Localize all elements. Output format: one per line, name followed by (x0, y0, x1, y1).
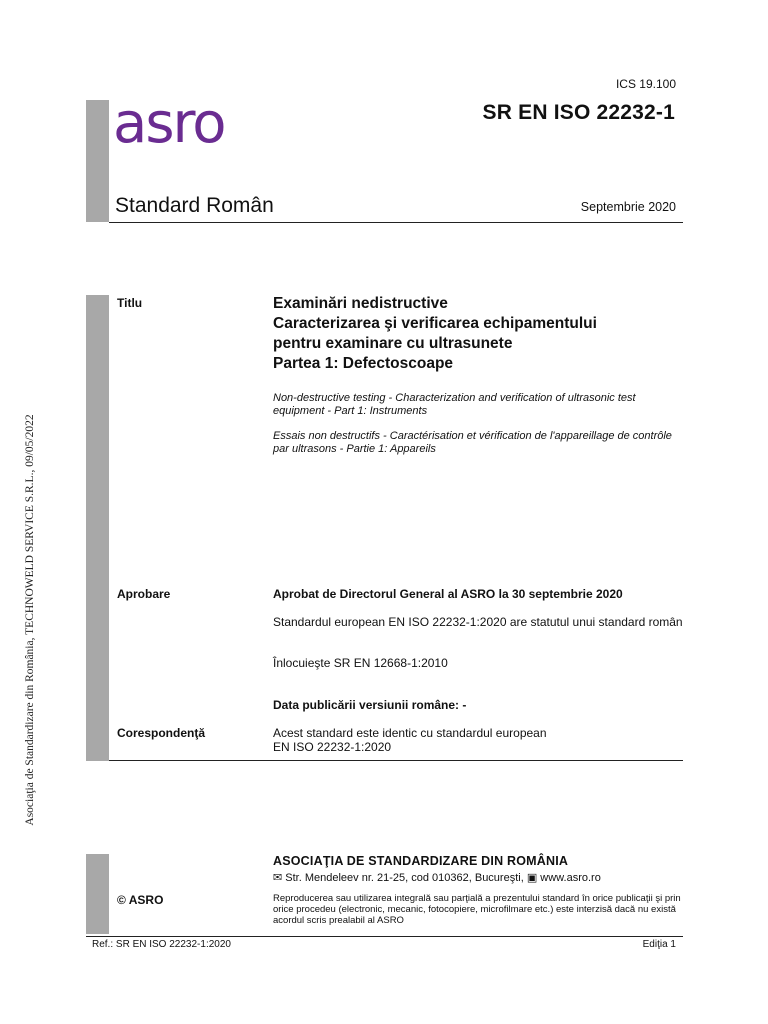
edition: Ediţia 1 (642, 939, 676, 950)
content-divider (109, 760, 683, 761)
standard-code: SR EN ISO 22232-1 (482, 101, 675, 124)
standard-type: Standard Român (115, 194, 274, 217)
reference: Ref.: SR EN ISO 22232-1:2020 (92, 939, 231, 950)
website-link[interactable]: www.asro.ro (540, 872, 601, 884)
title-line-3: pentru examinare cu ultrasunete (273, 335, 513, 352)
organization-name: ASOCIAŢIA DE STANDARDIZARE DIN ROMÂNIA (273, 854, 569, 868)
header-gray-bar (86, 100, 109, 222)
watermark-text: Asociaţia de Standardizare din România, TECHNOWELD SERVICE S.R.L., 09/05/2022 (24, 414, 36, 826)
mail-icon: ✉ (273, 872, 283, 884)
footer-gray-bar (86, 854, 109, 934)
title-line-1: Examinări nedistructive (273, 295, 448, 312)
publication-month: Septembrie 2020 (580, 200, 676, 214)
copyright-label: © ASRO (117, 893, 164, 907)
romanian-title (273, 294, 673, 374)
title-line-4: Partea 1: Defectoscoape (273, 355, 454, 372)
ics-code: ICS 19.100 (615, 77, 676, 91)
address: Str. Mendeleev nr. 21-25, cod 010362, Bucureşti, (285, 872, 524, 884)
logo-text: asro (113, 98, 225, 150)
french-title: Essais non destructifs - Caractérisation et vérification de l'appareillage de contrôle par ultrasons - Partie 1: Appareils (273, 430, 672, 455)
correspondence-label: Corespondenţă (117, 726, 206, 740)
publication-date-romanian: Data publicării versiunii române: - (273, 698, 467, 712)
approval-label: Aprobare (117, 587, 171, 601)
title-line-2: Caracterizarea şi verificarea echipamentului (273, 315, 597, 332)
english-title: Non-destructive testing - Characterization and verification of ultrasonic test equipment - Part 1: Instruments (273, 392, 636, 417)
web-icon: ▣ (526, 872, 538, 884)
reproduction-notice: Reproducerea sau utilizarea integrală sau parţială a prezentului standard în orice publicaţii şi prin orice procedeu (electronic, mecanic, fotocopiere, microfilmare etc.) este interzisă dacă nu există acordul scris prealabil al ASRO (273, 893, 681, 926)
european-status: Standardul european EN ISO 22232-1:2020 are statutul unui standard român (273, 615, 683, 629)
header-divider (109, 222, 683, 223)
correspondence-line-2: EN ISO 22232-1:2020 (273, 740, 392, 754)
replaces-standard: Înlocuieşte SR EN 12668-1:2010 (273, 656, 448, 670)
content-gray-bar (86, 295, 109, 761)
correspondence-line-1: Acest standard este identic cu standardul european (273, 726, 547, 740)
approved-by: Aprobat de Directorul General al ASRO la 30 septembrie 2020 (273, 587, 623, 601)
asro-logo (113, 98, 247, 150)
title-label: Titlu (117, 296, 143, 310)
address-line (273, 871, 601, 884)
footer-divider (86, 936, 683, 937)
